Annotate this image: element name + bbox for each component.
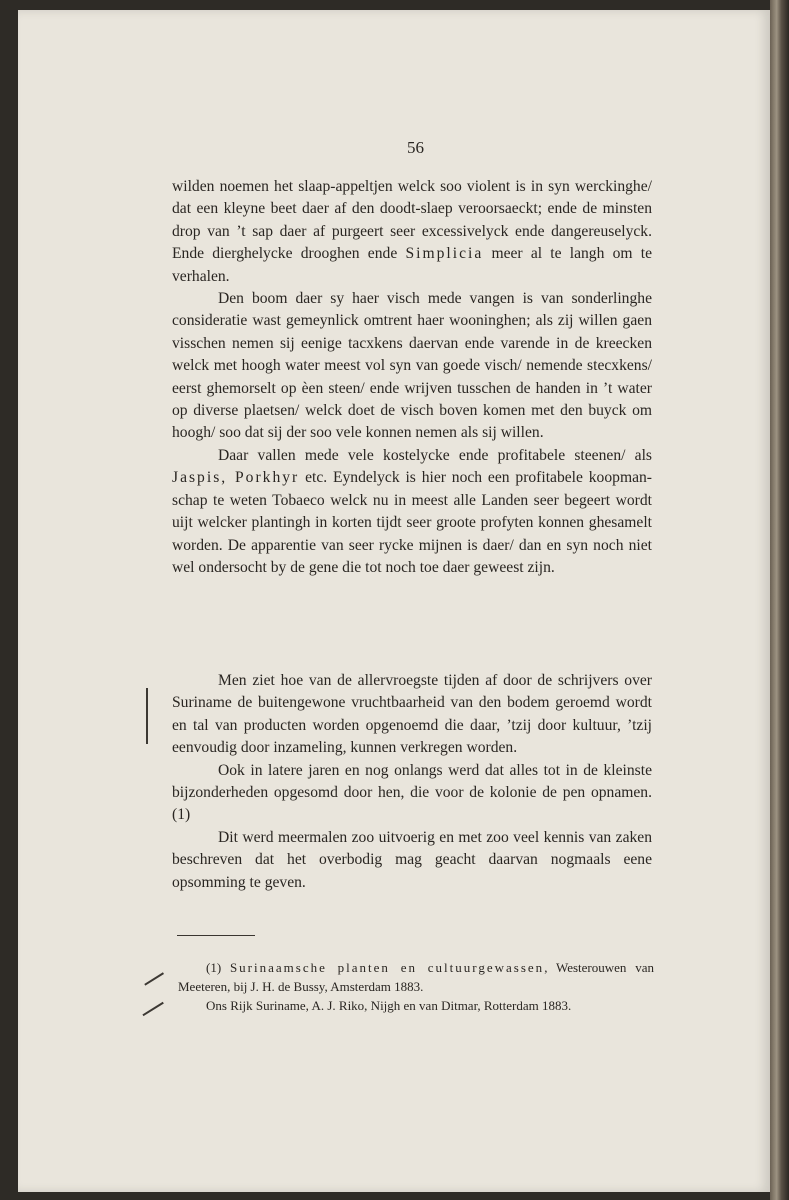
commentary-text-block <box>172 670 652 894</box>
text-run: , Westerouwen van Meeteren, bij J. H. de Bussy, Amsterdam 1883. <box>178 960 654 994</box>
paragraph <box>172 288 652 445</box>
paragraph <box>172 445 652 579</box>
paragraph <box>178 958 654 996</box>
footnotes <box>178 958 654 1015</box>
text-run: Dit werd meermalen zoo uitvoerig en met zoo veel kennis van zaken beschreven dat het overbodig mag geacht daarvan nogmaals eene opsomming te geven. <box>172 828 652 891</box>
paragraph <box>172 670 652 760</box>
text-run: wilden noemen het slaap-appeltjen welck soo violent is in syn werckinghe/ dat een kleyne beet daer af den doodt-slaep veroorsaeckt; ende de minsten drop van ’t sap daer af purgeert seer excessivelyck ende dangereuselyck. Ende dierghelycke drooghen ende <box>172 178 652 263</box>
text-run: Den boom daer sy haer visch mede vangen is van sonderlinghe consideratie wast gemeynlick omtrent haer wooninghen; als zij willen gaen visschen nemen sij eenige tacxkens daervan ende varende in de kreecken welck met hoogh water meest vol syn van goede visch/ nemende stecxkens/ eerst ghemorselt op èen steen/ ende wrijven tusschen de handen in ’t water op diverse plaetsen/ welck doet de visch boven komen met den buyck om hoogh/ soo dat sij der soo vele konnen nemen als sij willen. <box>172 290 652 442</box>
paragraph <box>178 996 654 1015</box>
text-run: Daar vallen mede vele kostelycke ende profitabele steenen/ als <box>218 446 652 464</box>
quoted-text-block <box>172 176 652 579</box>
text-run: etc. Eyndelyck is hier noch een profitabele koopman-schap te weten Tobaeco welck nu in meest alle Landen seer begeert wordt uijt welcker plantingh in korten tijdt seer groote profyten konnen ghesamelt worden. De apparentie van seer rycke mijnen is daer/ dan en syn noch niet wel ondersocht by de gene die tot noch toe daer geweest zijn. <box>172 469 652 576</box>
paragraph <box>172 176 652 288</box>
paragraph <box>172 760 652 827</box>
text-run: Ons Rijk Suriname, A. J. Riko, Nijgh en van Ditmar, Rotterdam 1883. <box>206 998 572 1013</box>
page-number: 56 <box>407 138 424 157</box>
text-run: meer al te langh om te verhalen. <box>172 245 653 285</box>
book-spine <box>770 0 789 1200</box>
spaced-emphasis: Jaspis, Porkhyr <box>172 469 300 487</box>
text-run: (1) <box>206 960 230 975</box>
text-run: Men ziet hoe van de allervroegste tijden af door de schrijvers over Suriname de buitengewone vruchtbaarheid van den bodem geroemd wordt en tal van producten worden opgenoemd die daar, ’tzij door kultuur, ’tzij eenvoudig door inzameling, kunnen verkregen worden. <box>172 672 652 757</box>
text-run: Ook in latere jaren en nog onlangs werd dat alles tot in de kleinste bijzonderheden opgesomd door hen, die voor de kolonie de pen opnamen. (1) <box>172 761 652 824</box>
paragraph <box>172 827 652 894</box>
footnote-rule <box>177 935 255 936</box>
margin-pencil-mark <box>146 688 148 744</box>
spaced-emphasis: Simplicia <box>405 245 484 263</box>
spaced-emphasis: Surinaamsche planten en cultuurgewassen <box>229 960 545 975</box>
